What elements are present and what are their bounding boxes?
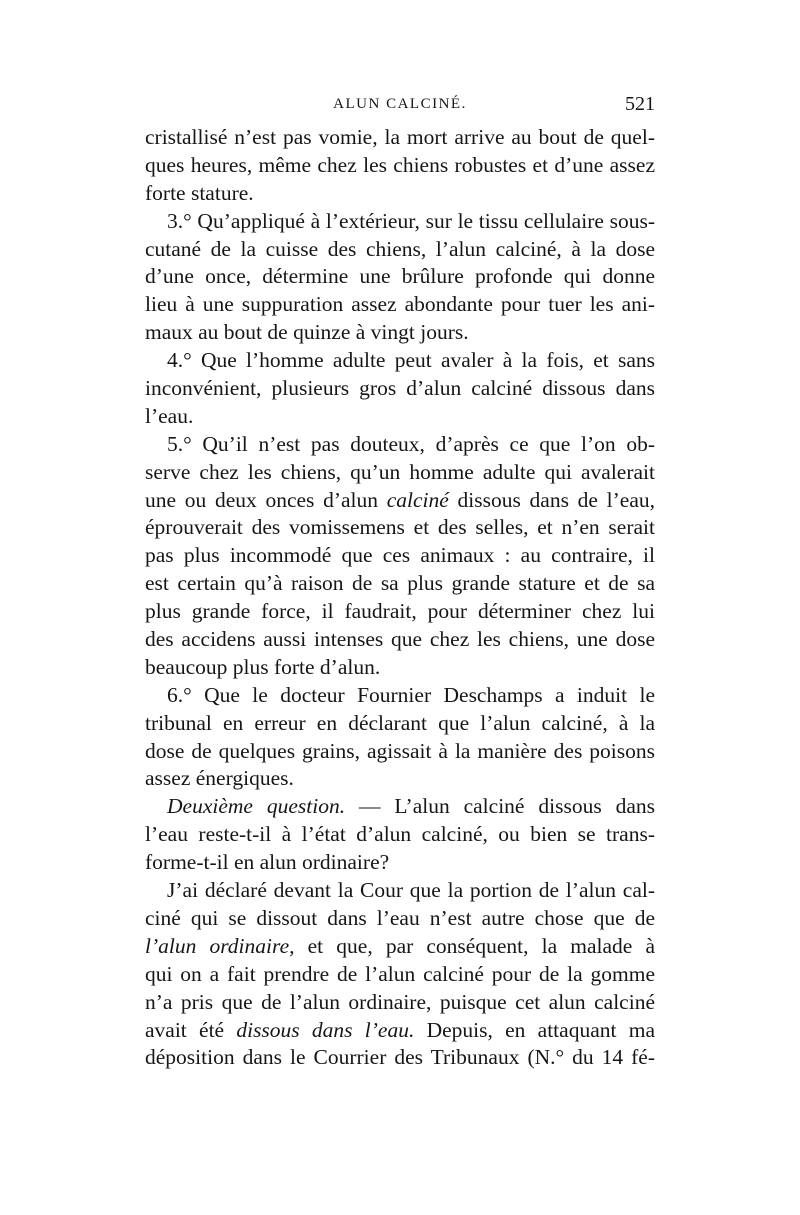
- text-segment: Depuis, en attaquant ma: [414, 1017, 655, 1042]
- text-line: [145, 347, 655, 375]
- text-segment: lieu à une suppuration assez abondante pour tuer les ani-: [145, 292, 655, 317]
- text-line: [145, 821, 655, 849]
- text-segment: J’ai déclaré devant la Cour que la portion de l’alun cal-: [167, 878, 655, 903]
- text-line: [145, 263, 655, 291]
- text-segment: avait été: [145, 1017, 237, 1042]
- text-line: [145, 849, 655, 877]
- text-segment: 3.° Qu’appliqué à l’extérieur, sur le tissu cellulaire sous-: [167, 208, 655, 233]
- page-number: 521: [625, 93, 655, 115]
- text-line: [145, 1044, 655, 1072]
- text-line: [145, 598, 655, 626]
- text-line: [145, 291, 655, 319]
- text-line: [145, 124, 655, 152]
- text-segment: forte stature.: [145, 180, 254, 205]
- text-line: [145, 375, 655, 403]
- text-segment: dose de quelques grains, agissait à la manière des poisons: [145, 738, 655, 763]
- text-line: [145, 319, 655, 347]
- text-line: [145, 989, 655, 1017]
- text-segment: dissous dans de l’eau,: [448, 487, 655, 512]
- text-segment: — L’alun calciné dissous dans: [345, 794, 655, 819]
- text-line: [145, 765, 655, 793]
- text-segment: forme-t-il en alun ordinaire?: [145, 850, 390, 875]
- text-line: [145, 961, 655, 989]
- text-line: [145, 208, 655, 236]
- text-line: [145, 459, 655, 487]
- text-segment: serve chez les chiens, qu’un homme adulte qui avalerait: [145, 459, 655, 484]
- page-header: [145, 93, 655, 122]
- italic-text: calciné: [386, 487, 449, 512]
- text-line: [145, 933, 655, 961]
- text-segment: tribunal en erreur en déclarant que l’alun calciné, à la: [145, 710, 655, 735]
- text-line: [145, 793, 655, 821]
- text-segment: cutané de la cuisse des chiens, l’alun calciné, à la dose: [145, 236, 655, 261]
- text-line: [145, 403, 655, 431]
- text-segment: n’a pris que de l’alun ordinaire, puisque cet alun calciné: [145, 989, 655, 1014]
- text-line: [145, 1017, 655, 1045]
- text-segment: d’une once, détermine une brûlure profonde qui donne: [145, 264, 655, 289]
- text-segment: pas plus incommodé que ces animaux : au contraire, il: [145, 543, 655, 568]
- text-line: [145, 710, 655, 738]
- text-segment: cristallisé n’est pas vomie, la mort arrive au bout de quel-: [145, 125, 655, 149]
- italic-text: dissous dans l’eau.: [236, 1017, 415, 1042]
- body-text: [145, 124, 655, 1072]
- text-line: [145, 236, 655, 264]
- text-line: [145, 570, 655, 598]
- text-line: [145, 542, 655, 570]
- text-segment: qui on a fait prendre de l’alun calciné pour de la gomme: [145, 961, 655, 986]
- text-line: [145, 514, 655, 542]
- text-segment: une ou deux onces d’alun: [145, 487, 387, 512]
- italic-text: l’alun ordinaire,: [145, 933, 295, 958]
- text-line: [145, 431, 655, 459]
- text-line: [145, 905, 655, 933]
- text-segment: plus grande force, il faudrait, pour déterminer chez lui: [145, 599, 655, 624]
- text-segment: ques heures, même chez les chiens robustes et d’une assez: [145, 152, 655, 177]
- text-segment: ciné qui se dissout dans l’eau n’est autre chose que de: [145, 905, 655, 930]
- text-segment: maux au bout de quinze à vingt jours.: [145, 320, 469, 345]
- text-segment: assez énergiques.: [145, 766, 294, 791]
- text-line: [145, 738, 655, 766]
- text-segment: et que, par conséquent, la malade à: [294, 933, 656, 958]
- text-line: [145, 152, 655, 180]
- text-line: [145, 487, 655, 515]
- text-line: [145, 877, 655, 905]
- text-line: [145, 654, 655, 682]
- text-segment: 5.° Qu’il n’est pas douteux, d’après ce que l’on ob-: [167, 431, 655, 456]
- text-segment: éprouverait des vomissemens et des selles, et n’en serait: [145, 515, 655, 540]
- text-segment: 6.° Que le docteur Fournier Deschamps a induit le: [167, 682, 655, 707]
- text-segment: inconvénient, plusieurs gros d’alun calciné dissous dans: [145, 376, 655, 401]
- text-segment: 4.° Que l’homme adulte peut avaler à la fois, et sans: [167, 348, 655, 373]
- text-segment: des accidens aussi intenses que chez les chiens, une dose: [145, 627, 655, 652]
- italic-text: Deuxième question.: [167, 794, 346, 819]
- text-line: [145, 626, 655, 654]
- text-segment: l’eau.: [145, 403, 194, 428]
- text-line: [145, 180, 655, 208]
- text-line: [145, 682, 655, 710]
- text-segment: est certain qu’à raison de sa plus grande stature et de sa: [145, 571, 655, 596]
- text-segment: beaucoup plus forte d’alun.: [145, 654, 381, 679]
- text-segment: déposition dans le Courrier des Tribunaux (N.° du 14 fé-: [145, 1045, 655, 1070]
- running-title: ALUN CALCINÉ.: [333, 96, 467, 112]
- text-segment: l’eau reste-t-il à l’état d’alun calciné, ou bien se trans-: [145, 822, 655, 847]
